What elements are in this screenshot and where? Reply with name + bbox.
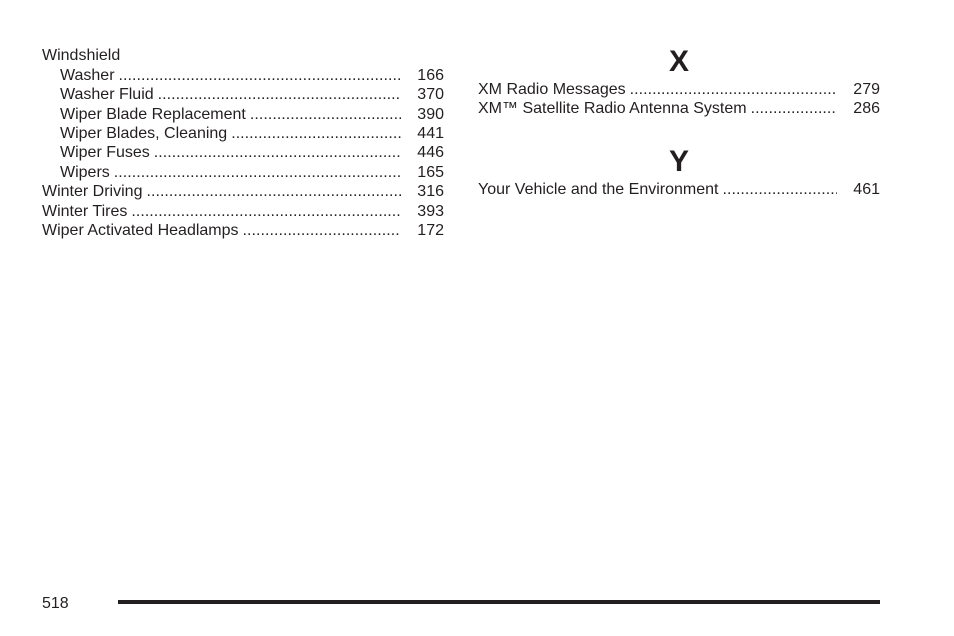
index-entry-page: 166 — [417, 67, 444, 84]
index-entry-label: Wipers — [60, 164, 110, 181]
index-entry — [478, 99, 880, 118]
page-number: 518 — [42, 595, 69, 612]
index-entry-label: Your Vehicle and the Environment — [478, 181, 719, 198]
dot-leader — [158, 85, 402, 104]
index-entry — [478, 80, 880, 99]
dot-leader — [250, 105, 401, 124]
index-entry-label: Wiper Blades, Cleaning — [60, 125, 228, 142]
index-entry — [60, 85, 444, 104]
dot-leader — [243, 221, 402, 240]
index-heading-windshield: Windshield — [42, 47, 121, 64]
dot-leader — [630, 80, 838, 99]
index-entry-page: 461 — [853, 181, 880, 198]
dot-leader — [154, 143, 402, 162]
index-entry — [60, 66, 444, 85]
index-entry-page: 286 — [853, 100, 880, 117]
index-entry-label: Wiper Blade Replacement — [60, 106, 246, 123]
index-entry — [60, 163, 444, 182]
dot-leader — [231, 124, 401, 143]
dot-leader — [131, 202, 401, 221]
index-entry — [42, 221, 444, 240]
section-letter-x: X — [668, 45, 689, 78]
index-entry — [60, 105, 444, 124]
index-entry — [60, 143, 444, 162]
index-entry-label: Winter Tires — [42, 203, 128, 220]
dot-leader — [751, 99, 838, 118]
dot-leader — [722, 180, 837, 199]
index-entry — [42, 182, 444, 201]
index-entry-page: 279 — [853, 81, 880, 98]
index-entry-label: XM Radio Messages — [478, 81, 626, 98]
index-entry-label: Wiper Fuses — [60, 144, 150, 161]
dot-leader — [119, 66, 402, 85]
dot-leader — [146, 182, 401, 201]
index-entry — [478, 180, 880, 199]
index-entry-page: 172 — [417, 222, 444, 239]
index-entry-page: 441 — [417, 125, 444, 142]
index-entry — [60, 124, 444, 143]
index-entry-label: Winter Driving — [42, 183, 143, 200]
dot-leader — [114, 163, 402, 182]
index-entry-label: Washer Fluid — [60, 86, 154, 103]
index-entry-label: Wiper Activated Headlamps — [42, 222, 239, 239]
index-entry-page: 165 — [417, 164, 444, 181]
index-entry-page: 316 — [417, 183, 444, 200]
index-entry-label: XM™ Satellite Radio Antenna System — [478, 100, 747, 117]
index-entry-page: 390 — [417, 106, 444, 123]
footer-rule — [118, 600, 880, 604]
index-entry-page: 446 — [417, 144, 444, 161]
index-entry-page: 370 — [417, 86, 444, 103]
index-entry — [42, 202, 444, 221]
section-letter-y: Y — [668, 145, 689, 178]
index-entry-label: Washer — [60, 67, 115, 84]
index-entry-page: 393 — [417, 203, 444, 220]
